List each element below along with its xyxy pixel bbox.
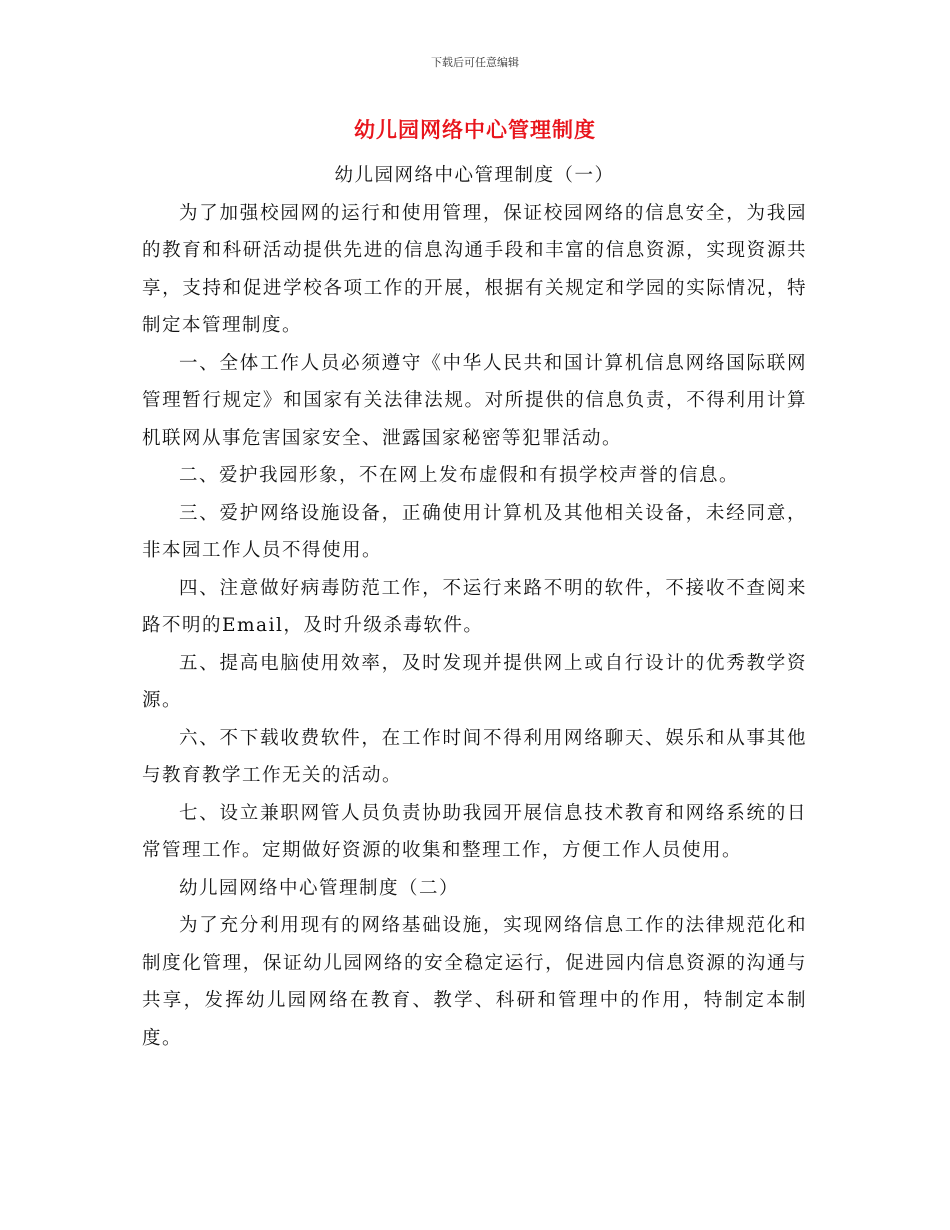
header-note: 下载后可任意编辑: [431, 56, 519, 69]
paragraph-rule-1: 一、全体工作人员必须遵守《中华人民共和国计算机信息网络国际联网管理暂行规定》和国家有关法律法规。对所提供的信息负责，不得利用计算机联网从事危害国家安全、泄露国家秘密等犯罪活动。: [142, 352, 807, 449]
paragraph-rule-2: 二、爱护我园形象，不在网上发布虚假和有损学校声誉的信息。: [179, 465, 740, 486]
paragraph-rule-5: 五、提高电脑使用效率，及时发现并提供网上或自行设计的优秀教学资源。: [142, 652, 807, 711]
section-title-2: 幼儿园网络中心管理制度（二）: [179, 877, 460, 899]
paragraph-rule-4: 四、注意做好病毒防范工作，不运行来路不明的软件，不接收不查阅来路不明的Email，及时升级杀毒软件。: [142, 577, 807, 636]
section-title-1: 幼儿园网络中心管理制度（一）: [334, 165, 615, 186]
paragraph-rule-6: 六、不下载收费软件，在工作时间不得利用网络聊天、娱乐和从事其他与教育教学工作无关的活动。: [142, 727, 807, 786]
paragraph-intro-2: 为了充分利用现有的网络基础设施，实现网络信息工作的法律规范化和制度化管理，保证幼儿园网络的安全稳定运行，促进园内信息资源的沟通与共享，发挥幼儿园网络在教育、教学、科研和管理中的作用，特制定本制度。: [142, 915, 807, 1049]
paragraph-intro-1: 为了加强校园网的运行和使用管理，保证校园网络的信息安全，为我园的教育和科研活动提供先进的信息沟通手段和丰富的信息资源，实现资源共享，支持和促进学校各项工作的开展，根据有关规定和学园的实际情况，特制定本管理制度。: [142, 202, 807, 336]
document-title: 幼儿园网络中心管理制度: [354, 118, 596, 142]
document-body: [142, 157, 807, 1057]
paragraph-rule-3: 三、爱护网络设施设备，正确使用计算机及其他相关设备，未经同意，非本园工作人员不得使用。: [142, 502, 807, 561]
paragraph-rule-7: 七、设立兼职网管人员负责协助我园开展信息技术教育和网络系统的日常管理工作。定期做好资源的收集和整理工作，方便工作人员使用。: [142, 802, 807, 861]
